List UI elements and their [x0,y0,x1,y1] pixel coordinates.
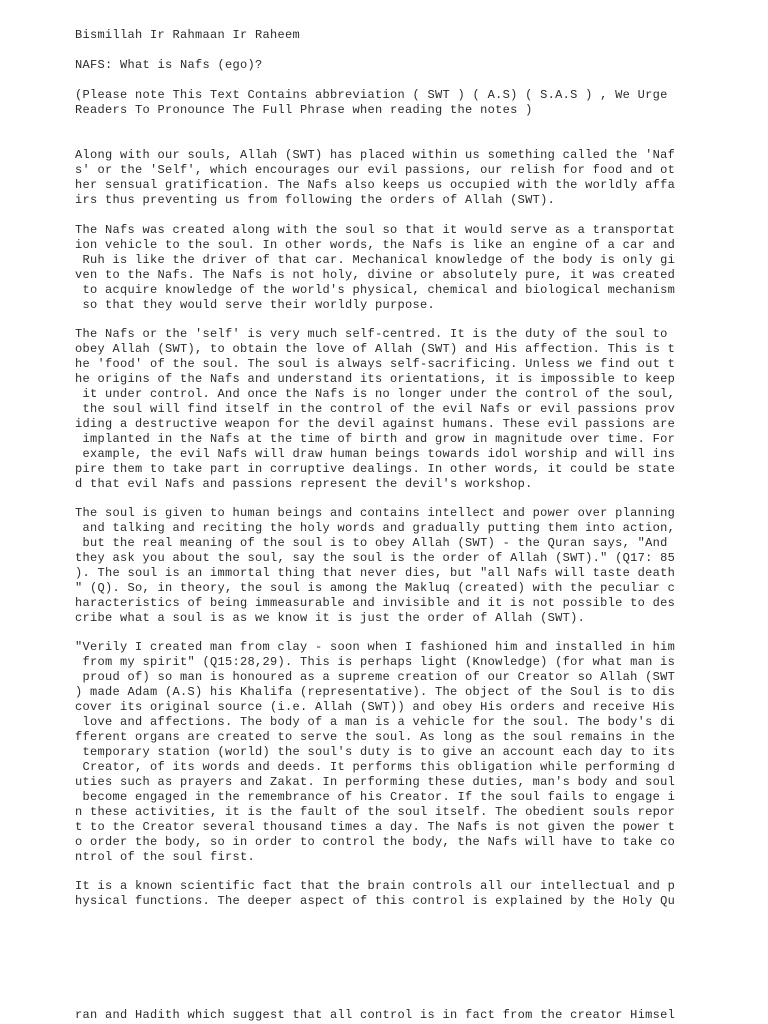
text-line: ) made Adam (A.S) his Khalifa (representative). The object of the Soul is to dis [75,685,676,699]
text-line: The Nafs was created along with the soul so that it would serve as a transportat [75,223,676,237]
note-line: (Please note This Text Contains abbreviation ( SWT ) ( A.S) ( S.A.S ) , We Urge [75,88,668,102]
text-line: ntrol of the soul first. [75,850,256,864]
text-line: d that evil Nafs and passions represent the devil's workshop. [75,477,533,491]
text-line: he origins of the Nafs and understand its orientations, it is impossible to keep [75,372,676,386]
text-line: and talking and reciting the holy words and gradually putting them into action, [75,521,676,535]
text-line: n these activities, it is the fault of the soul itself. The obedient souls repor [75,805,676,819]
text-line: the soul will find itself in the control of the evil Nafs or evil passions prov [75,402,676,416]
text-line: It is a known scientific fact that the brain controls all our intellectual and p [75,879,676,893]
text-line: ). The soul is an immortal thing that never dies, but "all Nafs will taste death [75,566,676,580]
text-line: irs thus preventing us from following the orders of Allah (SWT). [75,193,556,207]
text-line: t to the Creator several thousand times a day. The Nafs is not given the power t [75,820,676,834]
text-line: The Nafs or the 'self' is very much self-centred. It is the duty of the soul to [75,327,668,341]
text-line: they ask you about the soul, say the soul is the order of Allah (SWT)." (Q17: 85 [75,551,676,565]
continuation-line: ran and Hadith which suggest that all control is in fact from the creator Himsel [75,1008,676,1022]
text-line: iding a destructive weapon for the devil against humans. These evil passions are [75,417,676,431]
text-line: pire them to take part in corruptive dealings. In other words, it could be state [75,462,676,476]
text-line: from my spirit" (Q15:28,29). This is perhaps light (Knowledge) (for what man is [75,655,676,669]
note-line: Readers To Pronounce The Full Phrase when reading the notes ) [75,103,533,117]
text-line: love and affections. The body of a man is a vehicle for the soul. The body's di [75,715,676,729]
text-line: obey Allah (SWT), to obtain the love of Allah (SWT) and His affection. This is t [75,342,676,356]
text-line: uties such as prayers and Zakat. In performing these duties, man's body and soul [75,775,676,789]
text-line: become engaged in the remembrance of his Creator. If the soul fails to engage i [75,790,676,804]
text-line: cover its original source (i.e. Allah (SWT)) and obey His orders and receive His [75,700,676,714]
text-line: but the real meaning of the soul is to obey Allah (SWT) - the Quran says, "And [75,536,668,550]
text-line: "Verily I created man from clay - soon when I fashioned him and installed in him [75,640,676,654]
text-line: Ruh is like the driver of that car. Mechanical knowledge of the body is only gi [75,253,676,267]
text-line: " (Q). So, in theory, the soul is among the Makluq (created) with the peculiar c [75,581,676,595]
text-line: he 'food' of the soul. The soul is always self-sacrificing. Unless we find out t [75,357,676,371]
text-line: The soul is given to human beings and contains intellect and power over planning [75,506,676,520]
text-line: her sensual gratification. The Nafs also keeps us occupied with the worldly affa [75,178,676,192]
text-line: Along with our souls, Allah (SWT) has placed within us something called the 'Naf [75,148,676,162]
text-line: to acquire knowledge of the world's physical, chemical and biological mechanism [75,283,676,297]
text-line: fferent organs are created to serve the soul. As long as the soul remains in the [75,730,676,744]
text-line: it under control. And once the Nafs is no longer under the control of the soul, [75,387,676,401]
text-line: temporary station (world) the soul's duty is to give an account each day to its [75,745,676,759]
text-line: haracteristics of being immeasurable and invisible and it is not possible to des [75,596,676,610]
document-title: NAFS: What is Nafs (ego)? [75,58,263,72]
text-line: so that they would serve their worldly purpose. [75,298,436,312]
text-line: proud of) so man is honoured as a supreme creation of our Creator so Allah (SWT [75,670,676,684]
text-line: hysical functions. The deeper aspect of this control is explained by the Holy Qu [75,894,676,908]
text-line: s' or the 'Self', which encourages our evil passions, our relish for food and ot [75,163,676,177]
greeting-line: Bismillah Ir Rahmaan Ir Raheem [75,28,301,42]
text-line: ven to the Nafs. The Nafs is not holy, divine or absolutely pure, it was created [75,268,676,282]
text-line: cribe what a soul is as we know it is just the order of Allah (SWT). [75,611,586,625]
text-line: example, the evil Nafs will draw human beings towards idol worship and will ins [75,447,676,461]
text-line: o order the body, so in order to control the body, the Nafs will have to take co [75,835,676,849]
text-line: implanted in the Nafs at the time of birth and grow in magnitude over time. For [75,432,676,446]
text-line: Creator, of its words and deeds. It performs this obligation while performing d [75,760,676,774]
text-line: ion vehicle to the soul. In other words, the Nafs is like an engine of a car and [75,238,676,252]
